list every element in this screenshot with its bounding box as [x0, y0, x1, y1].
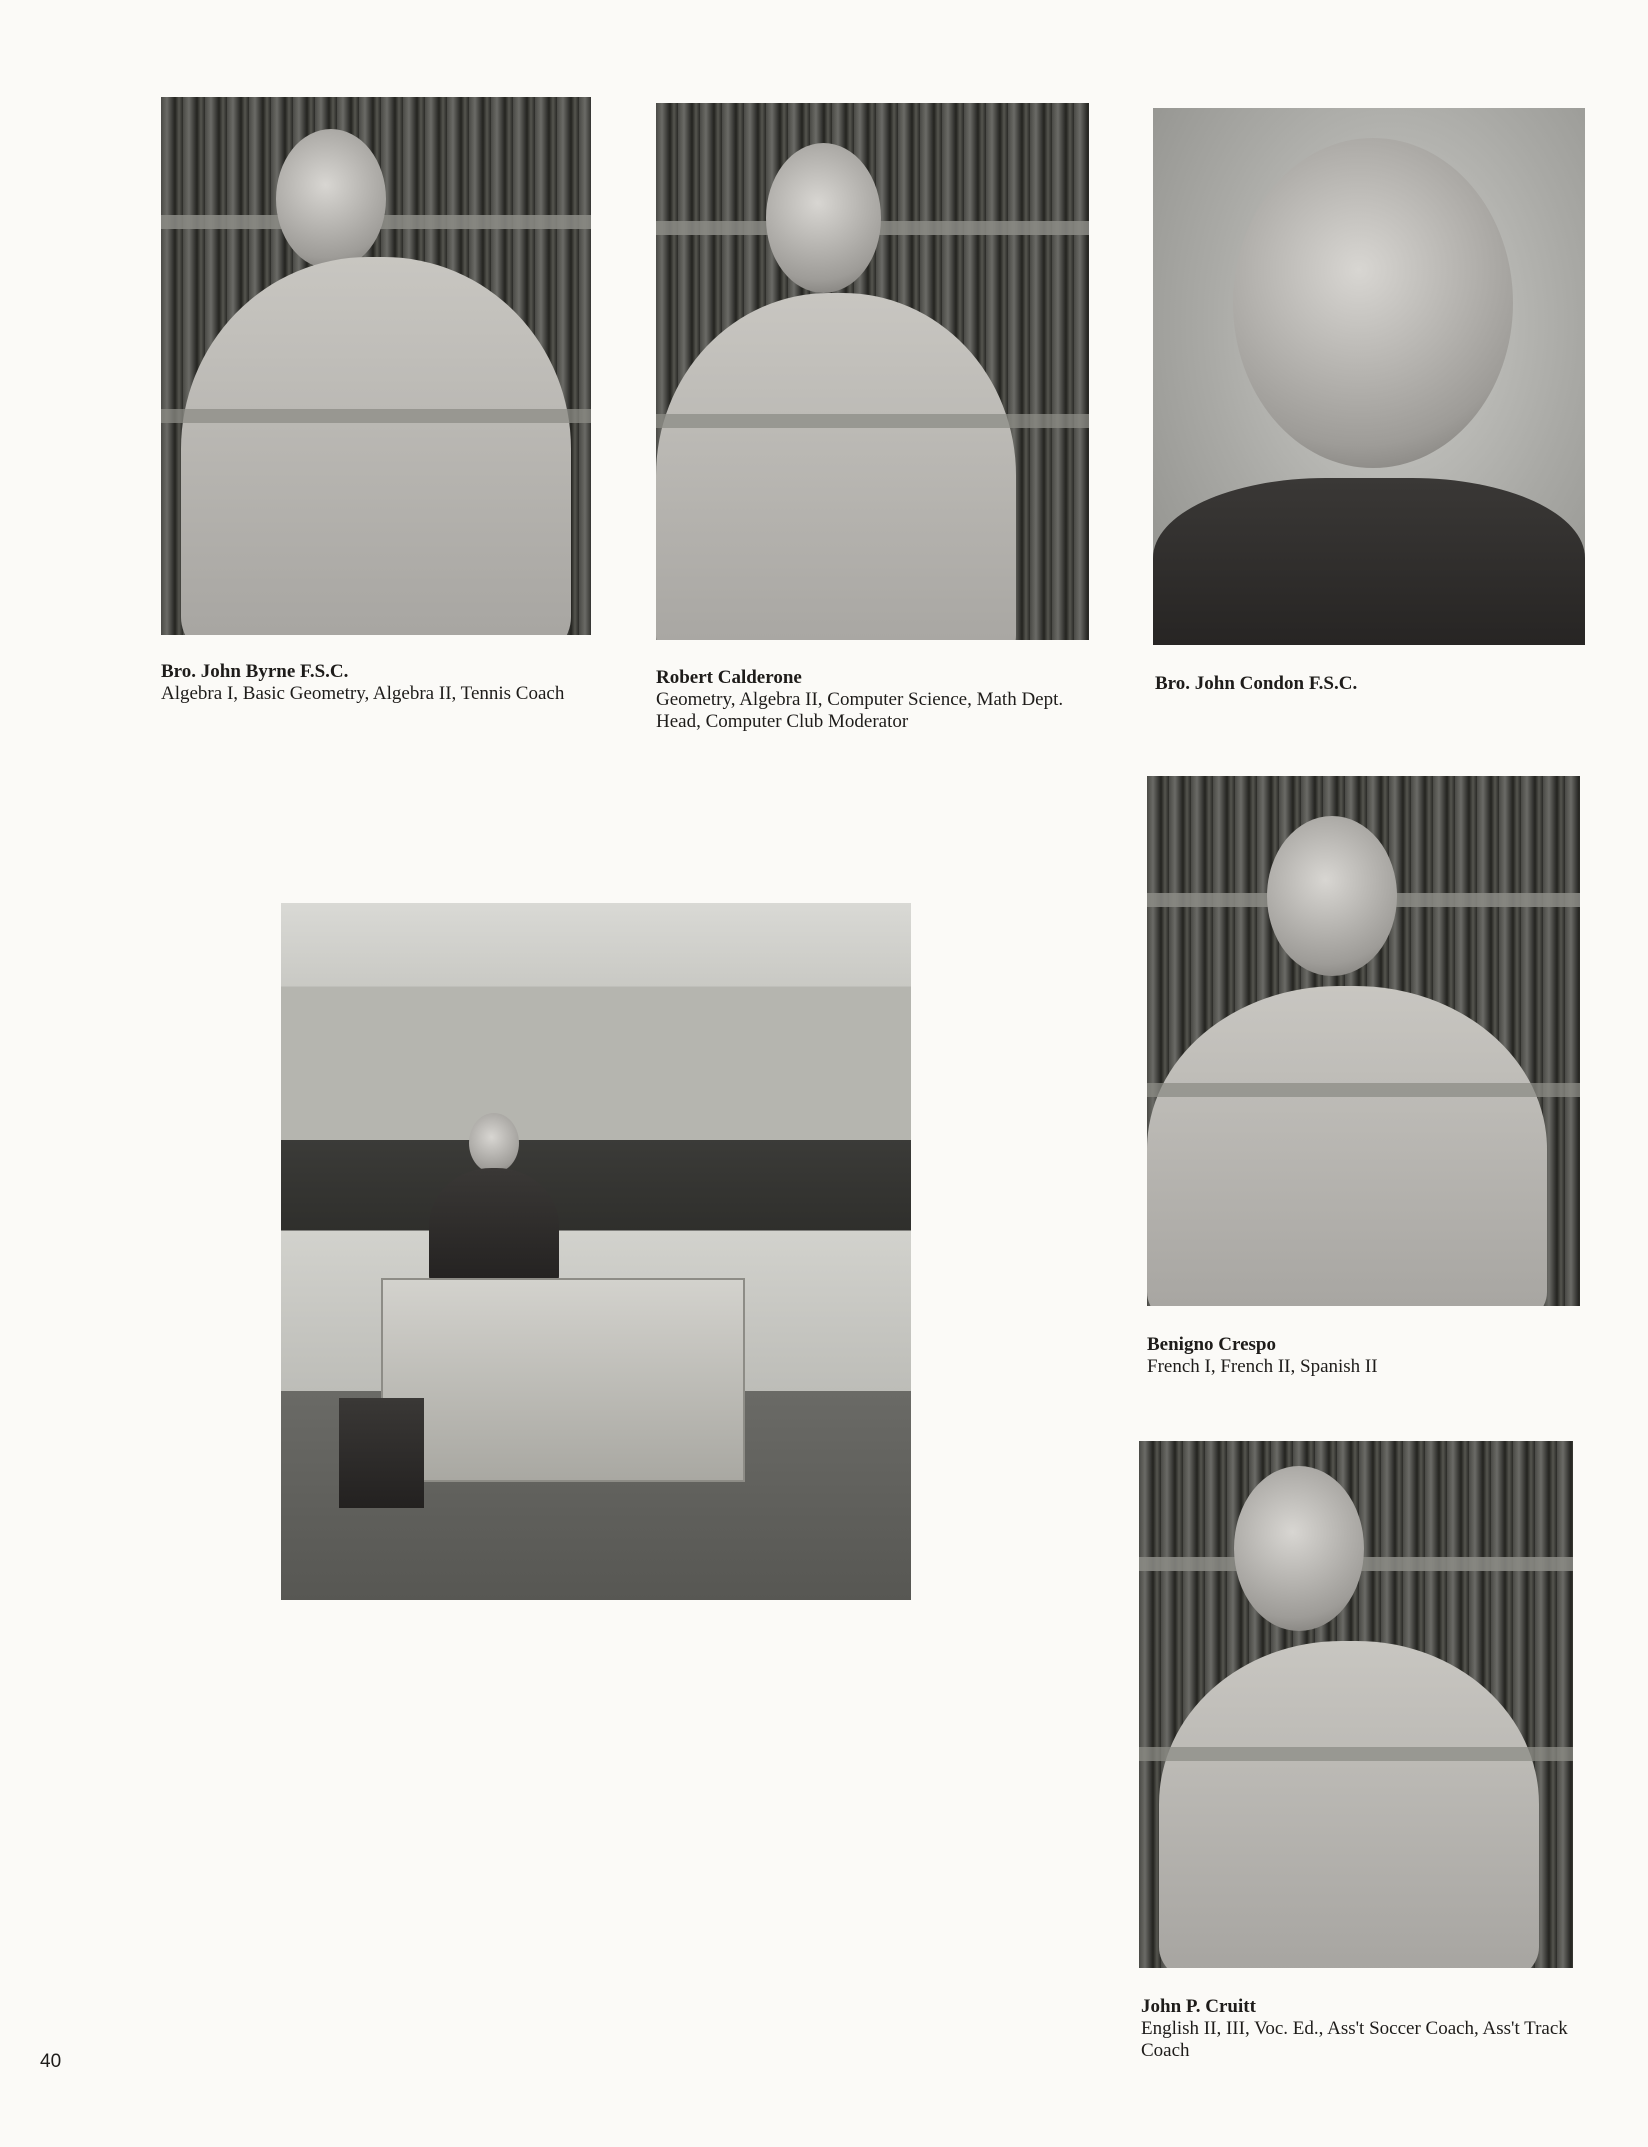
- portrait-head: [1233, 138, 1513, 468]
- page-number: 40: [40, 2051, 62, 2072]
- faculty-subjects: Algebra I, Basic Geometry, Algebra II, Tennis Coach: [161, 683, 565, 704]
- portrait-head: [1267, 816, 1397, 976]
- faculty-name: Benigno Crespo: [1147, 1334, 1276, 1355]
- photo-john-condon: [1153, 108, 1585, 645]
- teacher-body: [429, 1168, 559, 1288]
- faculty-name: Robert Calderone: [656, 667, 802, 688]
- portrait-body: [656, 293, 1016, 640]
- briefcase: [339, 1398, 424, 1508]
- faculty-subjects: Geometry, Algebra II, Computer Science, Math Dept. Head, Computer Club Moderator: [656, 689, 1064, 732]
- photo-benigno-crespo: [1147, 776, 1580, 1306]
- portrait-head: [1234, 1466, 1364, 1631]
- portrait-head: [276, 129, 386, 269]
- teacher-head: [469, 1113, 519, 1173]
- caption-john-byrne: [161, 661, 601, 705]
- portrait-body: [1147, 986, 1547, 1306]
- caption-benigno-crespo: [1147, 1334, 1577, 1378]
- faculty-name: Bro. John Byrne F.S.C.: [161, 661, 349, 682]
- faculty-name: John P. Cruitt: [1141, 1996, 1256, 2017]
- caption-john-condon: [1155, 673, 1585, 695]
- faculty-name: Bro. John Condon F.S.C.: [1155, 673, 1358, 694]
- faculty-subjects: English II, III, Voc. Ed., Ass't Soccer Coach, Ass't Track Coach: [1141, 2018, 1568, 2061]
- faculty-subjects: French I, French II, Spanish II: [1147, 1356, 1378, 1377]
- portrait-body: [1153, 478, 1585, 645]
- portrait-body: [181, 257, 571, 635]
- caption-robert-calderone: [656, 667, 1096, 733]
- portrait-head: [766, 143, 881, 293]
- teacher-desk: [381, 1278, 745, 1482]
- photo-john-cruitt: [1139, 1441, 1573, 1968]
- caption-john-cruitt: [1141, 1996, 1571, 2062]
- photo-robert-calderone: [656, 103, 1089, 640]
- photo-john-byrne: [161, 97, 591, 635]
- photo-classroom: [281, 903, 911, 1600]
- portrait-body: [1159, 1641, 1539, 1968]
